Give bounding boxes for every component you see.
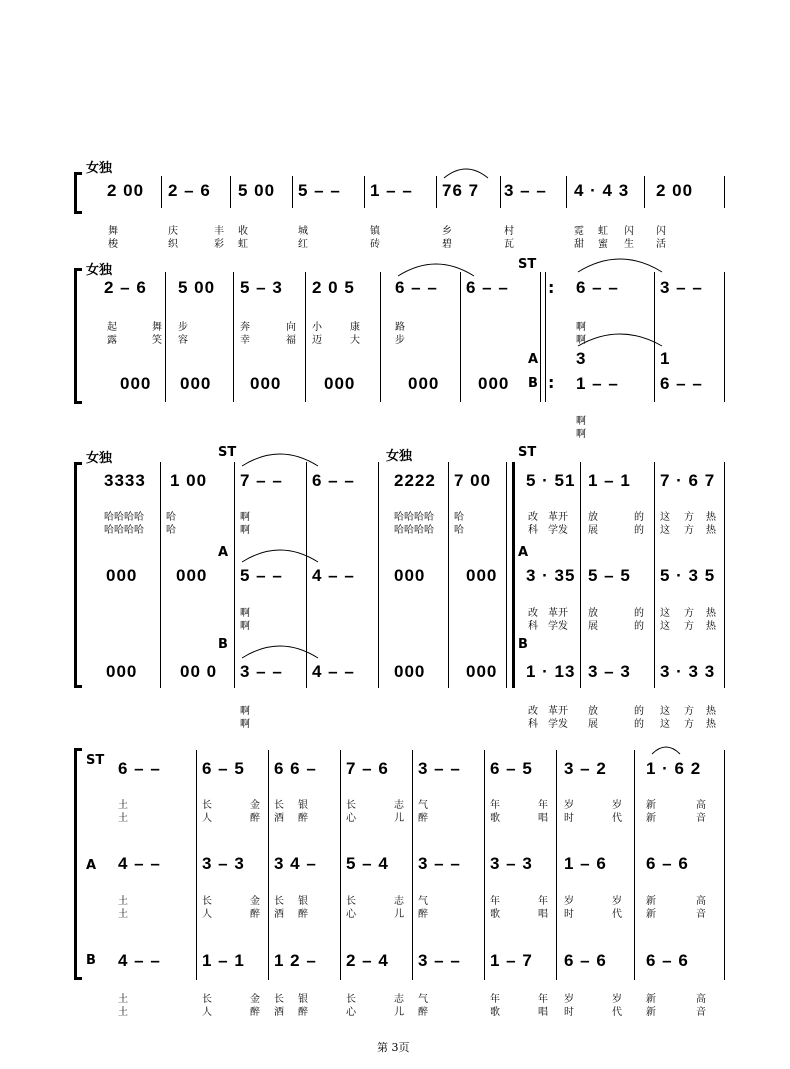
lyric-syllable: 村	[504, 226, 517, 237]
note-group: 6 – 5	[202, 759, 245, 778]
note-group: 3 4 –	[274, 854, 317, 873]
lyric-syllable: 岁	[564, 994, 577, 1005]
note-group: 3 – 2	[564, 759, 607, 778]
slur	[242, 454, 318, 466]
lyric-syllable: 代	[612, 813, 625, 824]
note-group: 3 – –	[418, 854, 461, 873]
part-label-b: B	[518, 637, 528, 652]
lyric-syllable: 啊	[240, 719, 253, 730]
lyric-syllable: 放	[588, 512, 601, 523]
note-group: 5 – 4	[346, 854, 389, 873]
note-group: 3 · 35	[526, 566, 576, 585]
note-group: 3 – –	[418, 951, 461, 970]
note-group: 2 – 4	[346, 951, 389, 970]
slur	[398, 264, 474, 276]
lyric-syllable: 土	[118, 909, 131, 920]
lyric-syllable: 岁	[612, 896, 625, 907]
lyric-syllable: 醉	[250, 813, 263, 824]
lyric-syllable: 幸	[240, 335, 253, 346]
lyric-syllable: 唱	[538, 1007, 551, 1018]
lyric-syllable: 醉	[418, 1007, 431, 1018]
lyric-syllable: 金	[250, 800, 263, 811]
note-group: 5 – –	[240, 566, 283, 585]
lyric-syllable: 儿	[394, 813, 407, 824]
lyric-syllable: 蜜	[598, 239, 611, 250]
lyric-syllable: 这	[660, 706, 673, 717]
lyric-syllable: 心	[346, 1007, 359, 1018]
lyric-syllable: 丰	[214, 226, 227, 237]
lyric-syllable: 方	[684, 608, 697, 619]
part-label-a: A	[528, 352, 539, 367]
slur	[578, 259, 662, 272]
note-group: 6 – 6	[646, 951, 689, 970]
lyric-syllable: 大	[350, 335, 363, 346]
rest-group: 000	[106, 566, 138, 585]
lyric-syllable: 岁	[612, 800, 625, 811]
lyric-syllable: 改	[528, 608, 541, 619]
note-group: 7 – –	[240, 471, 283, 490]
lyric-syllable: 这	[660, 512, 673, 523]
note-group: 1 – 6	[564, 854, 607, 873]
lyric-syllable: 方	[684, 512, 697, 523]
lyric-syllable: 的	[634, 706, 647, 717]
lyric-syllable: 金	[250, 994, 263, 1005]
lyric-syllable: 露	[107, 335, 120, 346]
lyric-syllable: 步	[178, 322, 191, 333]
lyric-syllable: 展	[588, 719, 601, 730]
rest-group: 000	[478, 374, 510, 393]
lyric-syllable: 新	[646, 994, 659, 1005]
lyric-syllable: 心	[346, 909, 359, 920]
note-group: 6 – –	[395, 278, 438, 297]
note-group: 6 – –	[576, 278, 619, 297]
lyric-syllable: 啊	[240, 621, 253, 632]
note-group: 6 – 5	[490, 759, 533, 778]
lyric-syllable: 的	[634, 525, 647, 536]
lyric-syllable: 歌	[490, 813, 503, 824]
lyric-syllable: 歌	[490, 909, 503, 920]
lyric-syllable: 哈	[166, 512, 179, 523]
note-group: 4 · 4 3	[574, 181, 630, 200]
rest-group: 000	[180, 374, 212, 393]
lyric-syllable: 镇	[370, 226, 383, 237]
slur	[242, 646, 318, 658]
rest-group: 000	[394, 566, 426, 585]
lyric-syllable: 长	[274, 800, 287, 811]
lyric-syllable: 长	[346, 800, 359, 811]
note-group: 2 00	[656, 181, 694, 200]
lyric-syllable: 酒	[274, 813, 287, 824]
note-group: 2222	[394, 471, 436, 490]
note-group: 1 · 6 2	[646, 759, 702, 778]
lyric-syllable: 科	[528, 719, 541, 730]
note-group: 6 – –	[118, 759, 161, 778]
lyric-syllable: 收	[238, 226, 251, 237]
lyric-syllable: 这	[660, 719, 673, 730]
lyric-syllable: 哈	[454, 512, 467, 523]
lyric-syllable: 这	[660, 608, 673, 619]
lyric-syllable: 心	[346, 813, 359, 824]
lyric-syllable: 气	[418, 896, 431, 907]
lyric-syllable: 城	[298, 226, 311, 237]
note-group: 6 – –	[660, 374, 703, 393]
note-group: 7 00	[454, 471, 492, 490]
lyric-syllable: 高	[696, 800, 709, 811]
rest-group: 000	[466, 566, 498, 585]
lyric-syllable: 学发	[548, 621, 568, 632]
lyric-syllable: 啊	[576, 429, 589, 440]
lyric-syllable: 织	[168, 239, 181, 250]
slur	[578, 334, 662, 346]
lyric-syllable: 霓	[574, 226, 587, 237]
note-group: 3 – 3	[588, 662, 631, 681]
note-group: 3 – 3	[202, 854, 245, 873]
lyric-syllable: 年	[490, 800, 503, 811]
lyric-syllable: 岁	[612, 994, 625, 1005]
rest-group: 000	[106, 662, 138, 681]
lyric-syllable: 新	[646, 909, 659, 920]
lyric-syllable: 展	[588, 621, 601, 632]
lyric-syllable: 瓦	[504, 239, 517, 250]
slur	[652, 747, 680, 754]
lyric-syllable: 放	[588, 706, 601, 717]
lyric-syllable: 土	[118, 800, 131, 811]
lyric-syllable: 代	[612, 909, 625, 920]
note-group: 3 – –	[660, 278, 703, 297]
lyric-syllable: 的	[634, 719, 647, 730]
lyric-syllable: 新	[646, 896, 659, 907]
note-group: 7 – 6	[346, 759, 389, 778]
page-number: 第 3页	[377, 1041, 410, 1054]
note-group: 4 – –	[312, 566, 355, 585]
lyric-syllable: 啊	[240, 525, 253, 536]
lyric-syllable: 志	[394, 994, 407, 1005]
lyric-syllable: 醉	[418, 909, 431, 920]
lyric-syllable: 人	[202, 1007, 215, 1018]
lyric-syllable: 人	[202, 813, 215, 824]
part-label-a: A	[86, 858, 97, 873]
note-group: 4 – –	[312, 662, 355, 681]
note-group: 5 00	[238, 181, 276, 200]
part-label-b: B	[218, 637, 228, 652]
lyric-syllable: 醉	[298, 909, 311, 920]
note-group: 2 – 6	[168, 181, 211, 200]
lyric-syllable: 长	[346, 994, 359, 1005]
lyric-syllable: 奔	[240, 322, 253, 333]
note-group: 1 2 –	[274, 951, 317, 970]
lyric-syllable: 乡	[442, 226, 455, 237]
lyric-syllable: 醉	[250, 909, 263, 920]
rest-group: 000	[176, 566, 208, 585]
part-label-a: A	[518, 545, 529, 560]
lyric-syllable: 时	[564, 909, 577, 920]
lyric-syllable: 银	[298, 800, 311, 811]
lyric-syllable: 碧	[442, 239, 455, 250]
lyric-syllable: 砖	[370, 239, 383, 250]
lyric-syllable: 代	[612, 1007, 625, 1018]
lyric-syllable: 年	[538, 800, 551, 811]
lyric-syllable: 虹	[598, 226, 611, 237]
rest-group: 00 0	[180, 662, 218, 681]
lyric-syllable: 啊	[240, 608, 253, 619]
lyric-syllable: 展	[588, 525, 601, 536]
note-group: 1 – 1	[588, 471, 631, 490]
note-group: 6 – 6	[646, 854, 689, 873]
lyric-syllable: 这	[660, 525, 673, 536]
note-group: 5 – –	[298, 181, 341, 200]
lyric-syllable: 新	[646, 813, 659, 824]
rest-group: 000	[466, 662, 498, 681]
lyric-syllable: 长	[202, 994, 215, 1005]
lyric-syllable: 生	[624, 239, 637, 250]
part-label-a: A	[218, 545, 229, 560]
part-label-st: ST	[518, 257, 537, 272]
part-label-solo: 女独	[386, 449, 413, 464]
lyric-syllable: 的	[634, 512, 647, 523]
lyric-syllable: 步	[395, 335, 408, 346]
lyric-syllable: 时	[564, 813, 577, 824]
lyric-syllable: 啊	[240, 706, 253, 717]
lyric-syllable: 人	[202, 909, 215, 920]
lyric-syllable: 土	[118, 1007, 131, 1018]
lyric-syllable: 土	[118, 813, 131, 824]
note-group: 1 – 7	[490, 951, 533, 970]
lyric-syllable: 年	[490, 896, 503, 907]
note-group: 1 · 13	[526, 662, 576, 681]
lyric-syllable: 活	[656, 239, 669, 250]
lyric-syllable: 音	[696, 813, 709, 824]
lyric-syllable: 新	[646, 1007, 659, 1018]
note-group: 3 – –	[240, 662, 283, 681]
lyric-syllable: 哈哈哈哈	[394, 525, 434, 536]
part-label-st: ST	[218, 445, 237, 460]
note-group: 6 – –	[466, 278, 509, 297]
note-group: 5 – 5	[588, 566, 631, 585]
note-group: 5 · 3 5	[660, 566, 716, 585]
note-group: 3	[576, 349, 587, 368]
repeat-dots: :	[548, 373, 555, 392]
lyric-syllable: 哈哈哈哈	[104, 525, 144, 536]
part-label-b: B	[86, 953, 96, 968]
lyric-syllable: 科	[528, 621, 541, 632]
lyric-syllable: 彩	[214, 239, 227, 250]
lyric-syllable: 起	[107, 322, 120, 333]
repeat-dots: :	[548, 278, 555, 297]
lyric-syllable: 科	[528, 525, 541, 536]
lyric-syllable: 方	[684, 525, 697, 536]
lyric-syllable: 哈哈哈哈	[104, 512, 144, 523]
lyric-syllable: 舞	[108, 226, 121, 237]
note-group: 4 – –	[118, 951, 161, 970]
lyric-syllable: 舞	[152, 322, 165, 333]
lyric-syllable: 红	[298, 239, 311, 250]
part-label-st: ST	[518, 445, 537, 460]
part-label-solo: 女独	[86, 263, 113, 278]
note-group: 2 – 6	[104, 278, 147, 297]
lyric-syllable: 醉	[298, 1007, 311, 1018]
note-group: 5 · 51	[526, 471, 576, 490]
lyric-syllable: 放	[588, 608, 601, 619]
lyric-syllable: 音	[696, 1007, 709, 1018]
note-group: 2 0 5	[312, 278, 355, 297]
rest-group: 000	[408, 374, 440, 393]
lyric-syllable: 岁	[564, 896, 577, 907]
note-group: 5 00	[178, 278, 216, 297]
lyric-syllable: 学发	[548, 525, 568, 536]
lyric-syllable: 学发	[548, 719, 568, 730]
lyric-syllable: 高	[696, 896, 709, 907]
lyric-syllable: 醉	[250, 1007, 263, 1018]
lyric-syllable: 气	[418, 994, 431, 1005]
note-group: 3 – 3	[490, 854, 533, 873]
note-group: 1 – –	[576, 374, 619, 393]
part-label-solo: 女独	[86, 451, 113, 466]
lyric-syllable: 容	[178, 335, 191, 346]
note-group: 3 · 3 3	[660, 662, 716, 681]
lyric-syllable: 儿	[394, 909, 407, 920]
note-group: 2 00	[107, 181, 145, 200]
note-group: 1 00	[170, 471, 208, 490]
lyric-syllable: 唱	[538, 909, 551, 920]
lyric-syllable: 土	[118, 896, 131, 907]
rest-group: 000	[250, 374, 282, 393]
lyric-syllable: 时	[564, 1007, 577, 1018]
lyric-syllable: 年	[538, 994, 551, 1005]
lyric-syllable: 醉	[298, 813, 311, 824]
lyric-syllable: 革开	[548, 706, 568, 717]
note-group: 1	[660, 349, 671, 368]
note-group: 6 6 –	[274, 759, 317, 778]
lyric-syllable: 啊	[576, 335, 589, 346]
lyric-syllable: 土	[118, 994, 131, 1005]
lyric-syllable: 新	[646, 800, 659, 811]
lyric-syllable: 康	[350, 322, 363, 333]
rest-group: 000	[394, 662, 426, 681]
lyric-syllable: 革开	[548, 608, 568, 619]
lyric-syllable: 气	[418, 800, 431, 811]
lyric-syllable: 唱	[538, 813, 551, 824]
lyric-syllable: 改	[528, 706, 541, 717]
lyric-syllable: 庆	[168, 226, 181, 237]
lyric-syllable: 啊	[576, 416, 589, 427]
lyric-syllable: 歌	[490, 1007, 503, 1018]
lyric-syllable: 的	[634, 608, 647, 619]
note-group: 7 · 6 7	[660, 471, 716, 490]
lyric-syllable: 甜	[574, 239, 587, 250]
lyric-syllable: 闪	[624, 226, 637, 237]
part-label-solo: 女独	[86, 161, 113, 176]
note-group: 6 – –	[312, 471, 355, 490]
note-group: 6 – 6	[564, 951, 607, 970]
lyric-syllable: 热	[706, 719, 719, 730]
lyric-syllable: 哈	[166, 525, 179, 536]
note-group: 76 7	[442, 181, 480, 200]
lyric-syllable: 长	[274, 896, 287, 907]
lyric-syllable: 热	[706, 608, 719, 619]
lyric-syllable: 岁	[564, 800, 577, 811]
lyric-syllable: 热	[706, 706, 719, 717]
lyric-syllable: 长	[346, 896, 359, 907]
lyric-syllable: 哈哈哈哈	[394, 512, 434, 523]
lyric-syllable: 福	[286, 335, 299, 346]
lyric-syllable: 改	[528, 512, 541, 523]
lyric-syllable: 酒	[274, 1007, 287, 1018]
lyric-syllable: 长	[202, 896, 215, 907]
lyric-syllable: 迈	[312, 335, 325, 346]
lyric-syllable: 儿	[394, 1007, 407, 1018]
lyric-syllable: 年	[538, 896, 551, 907]
slur	[242, 550, 318, 562]
lyric-syllable: 方	[684, 621, 697, 632]
lyric-syllable: 银	[298, 896, 311, 907]
part-label-st: ST	[86, 753, 105, 768]
rest-group: 000	[324, 374, 356, 393]
note-group: 4 – –	[118, 854, 161, 873]
lyric-syllable: 长	[274, 994, 287, 1005]
lyric-syllable: 银	[298, 994, 311, 1005]
lyric-syllable: 小	[312, 322, 325, 333]
lyric-syllable: 向	[286, 322, 299, 333]
lyric-syllable: 金	[250, 896, 263, 907]
slur	[444, 169, 488, 178]
lyric-syllable: 长	[202, 800, 215, 811]
lyric-syllable: 热	[706, 525, 719, 536]
note-group: 3333	[104, 471, 146, 490]
note-group: 1 – 1	[202, 951, 245, 970]
lyric-syllable: 年	[490, 994, 503, 1005]
lyric-syllable: 革开	[548, 512, 568, 523]
lyric-syllable: 虹	[238, 239, 251, 250]
note-group: 5 – 3	[240, 278, 283, 297]
note-group: 3 – –	[504, 181, 547, 200]
lyric-syllable: 志	[394, 800, 407, 811]
lyric-syllable: 醉	[418, 813, 431, 824]
lyric-syllable: 方	[684, 706, 697, 717]
lyric-syllable: 啊	[240, 512, 253, 523]
lyric-syllable: 酒	[274, 909, 287, 920]
rest-group: 000	[120, 374, 152, 393]
lyric-syllable: 这	[660, 621, 673, 632]
lyric-syllable: 哈	[454, 525, 467, 536]
lyric-syllable: 啊	[576, 322, 589, 333]
note-group: 1 – –	[370, 181, 413, 200]
lyric-syllable: 志	[394, 896, 407, 907]
lyric-syllable: 笑	[152, 335, 165, 346]
note-group: 3 – –	[418, 759, 461, 778]
part-label-b: B	[528, 376, 538, 391]
lyric-syllable: 的	[634, 621, 647, 632]
lyric-syllable: 热	[706, 621, 719, 632]
lyric-syllable: 热	[706, 512, 719, 523]
lyric-syllable: 音	[696, 909, 709, 920]
lyric-syllable: 高	[696, 994, 709, 1005]
lyric-syllable: 路	[395, 322, 408, 333]
lyric-syllable: 方	[684, 719, 697, 730]
lyric-syllable: 梭	[108, 239, 121, 250]
lyric-syllable: 闪	[656, 226, 669, 237]
